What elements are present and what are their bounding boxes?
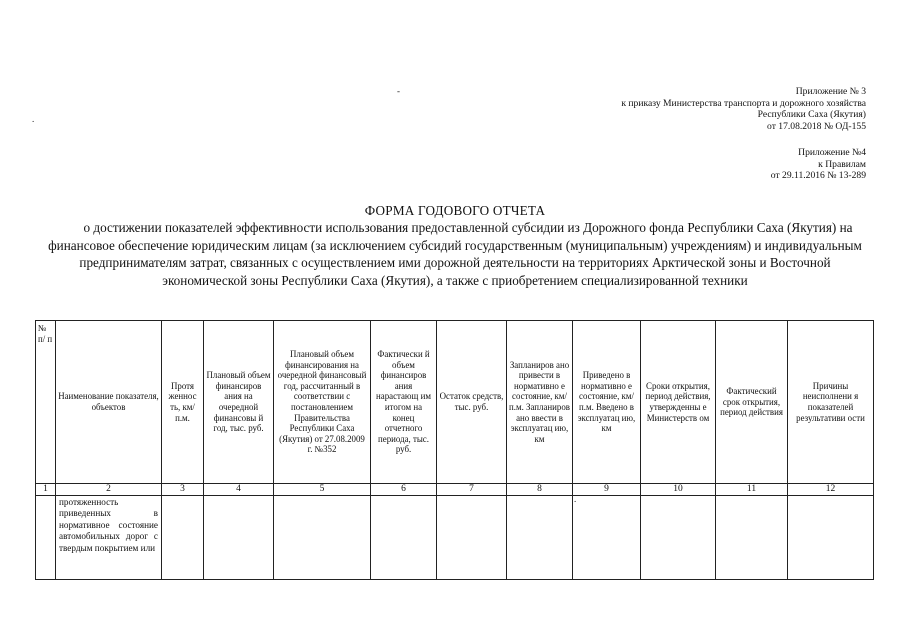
scan-speck: .	[32, 114, 35, 124]
annex-main-line: от 17.08.2018 № ОД-155	[767, 120, 866, 132]
table-cell	[507, 496, 573, 580]
header-cell: Запланиров ано привести в нормативно е состояние, км/п.м. Запланиров ано ввести в эксплуатац ию, км	[507, 321, 573, 484]
annex-main-header	[621, 86, 866, 132]
scan-speck: -	[397, 86, 400, 96]
table-cell	[437, 496, 507, 580]
table-header-row	[36, 321, 874, 484]
annex-main-line: Приложение № 3	[795, 86, 866, 97]
column-number-cell: 1	[36, 484, 56, 496]
column-number-row	[36, 484, 874, 496]
column-number-cell: 9	[573, 484, 641, 496]
table-cell	[788, 496, 874, 580]
report-table	[35, 320, 874, 580]
column-number-cell: 11	[716, 484, 788, 496]
header-cell: № п/ п	[36, 321, 56, 484]
header-cell: Причины неисполнени я показателей результативи ости	[788, 321, 874, 484]
header-cell: Сроки открытия, период действия, утвержденны е Министерств ом	[641, 321, 716, 484]
annex-rules-line: от 29.11.2016 № 13-289	[770, 170, 866, 182]
annex-rules-line: Приложение №4	[798, 147, 866, 158]
column-number-cell: 12	[788, 484, 874, 496]
table-cell	[162, 496, 204, 580]
header-cell: Протя женнос ть, км/п.м.	[162, 321, 204, 484]
table-cell	[641, 496, 716, 580]
header-cell: Фактически й объем финансиров ания нарастающ им итогом на конец отчетного периода, тыс. руб.	[371, 321, 437, 484]
header-cell: Плановый объем финансирования на очередной финансовый год, рассчитанный в соответствии с постановлением Правительства Республики Саха (Якутия) от 27.08.2009 г. №352	[274, 321, 371, 484]
form-heading	[38, 202, 872, 289]
column-number-cell: 5	[274, 484, 371, 496]
table-cell	[204, 496, 274, 580]
column-number-cell: 6	[371, 484, 437, 496]
annex-main-line: к приказу Министерства транспорта и дорожного хозяйства	[621, 97, 866, 109]
indicator-name-cell: протяженность приведенных в нормативное состояние автомобильных дорог с твердым покрытием или	[56, 496, 162, 580]
table-cell	[274, 496, 371, 580]
column-number-cell: 3	[162, 484, 204, 496]
table-cell	[371, 496, 437, 580]
scan-speck: .	[574, 494, 577, 504]
column-number-cell: 10	[641, 484, 716, 496]
annex-rules-header	[771, 147, 866, 182]
form-title: ФОРМА ГОДОВОГО ОТЧЕТА	[364, 203, 546, 218]
column-number-cell: 2	[56, 484, 162, 496]
column-number-cell: 8	[507, 484, 573, 496]
column-number-cell: 4	[204, 484, 274, 496]
table-row	[36, 496, 874, 580]
header-cell: Плановый объем финансиров ания на очередной финансовы й год, тыс. руб.	[204, 321, 274, 484]
header-cell: Приведено в нормативно е состояние, км/п.м. Введено в эксплуатац ию, км	[573, 321, 641, 484]
column-number-cell: 7	[437, 484, 507, 496]
header-cell: Наименование показателя, объектов	[56, 321, 162, 484]
header-cell: Остаток средств, тыс. руб.	[437, 321, 507, 484]
header-cell: Фактический срок открытия, период действия	[716, 321, 788, 484]
form-subtitle: о достижении показателей эффективности использования предоставленной субсидии из Дорожного фонда Республики Саха (Якутия) на финансовое обеспечение юридическим лицам (за исключением субсидий государственным (муниципальным) учреждениям) и индивидуальным предпринимателям затрат, связанных с осуществлением ими дорожной деятельности на территориях Арктической зоны и Восточной экономической зоны Республики Саха (Якутия), а также с приобретением специализированной техники	[48, 220, 862, 288]
annex-main-line: Республики Саха (Якутия)	[757, 109, 866, 121]
row-number-cell	[36, 496, 56, 580]
annex-rules-line: к Правилам	[818, 158, 866, 170]
table-cell	[573, 496, 641, 580]
table-cell	[716, 496, 788, 580]
